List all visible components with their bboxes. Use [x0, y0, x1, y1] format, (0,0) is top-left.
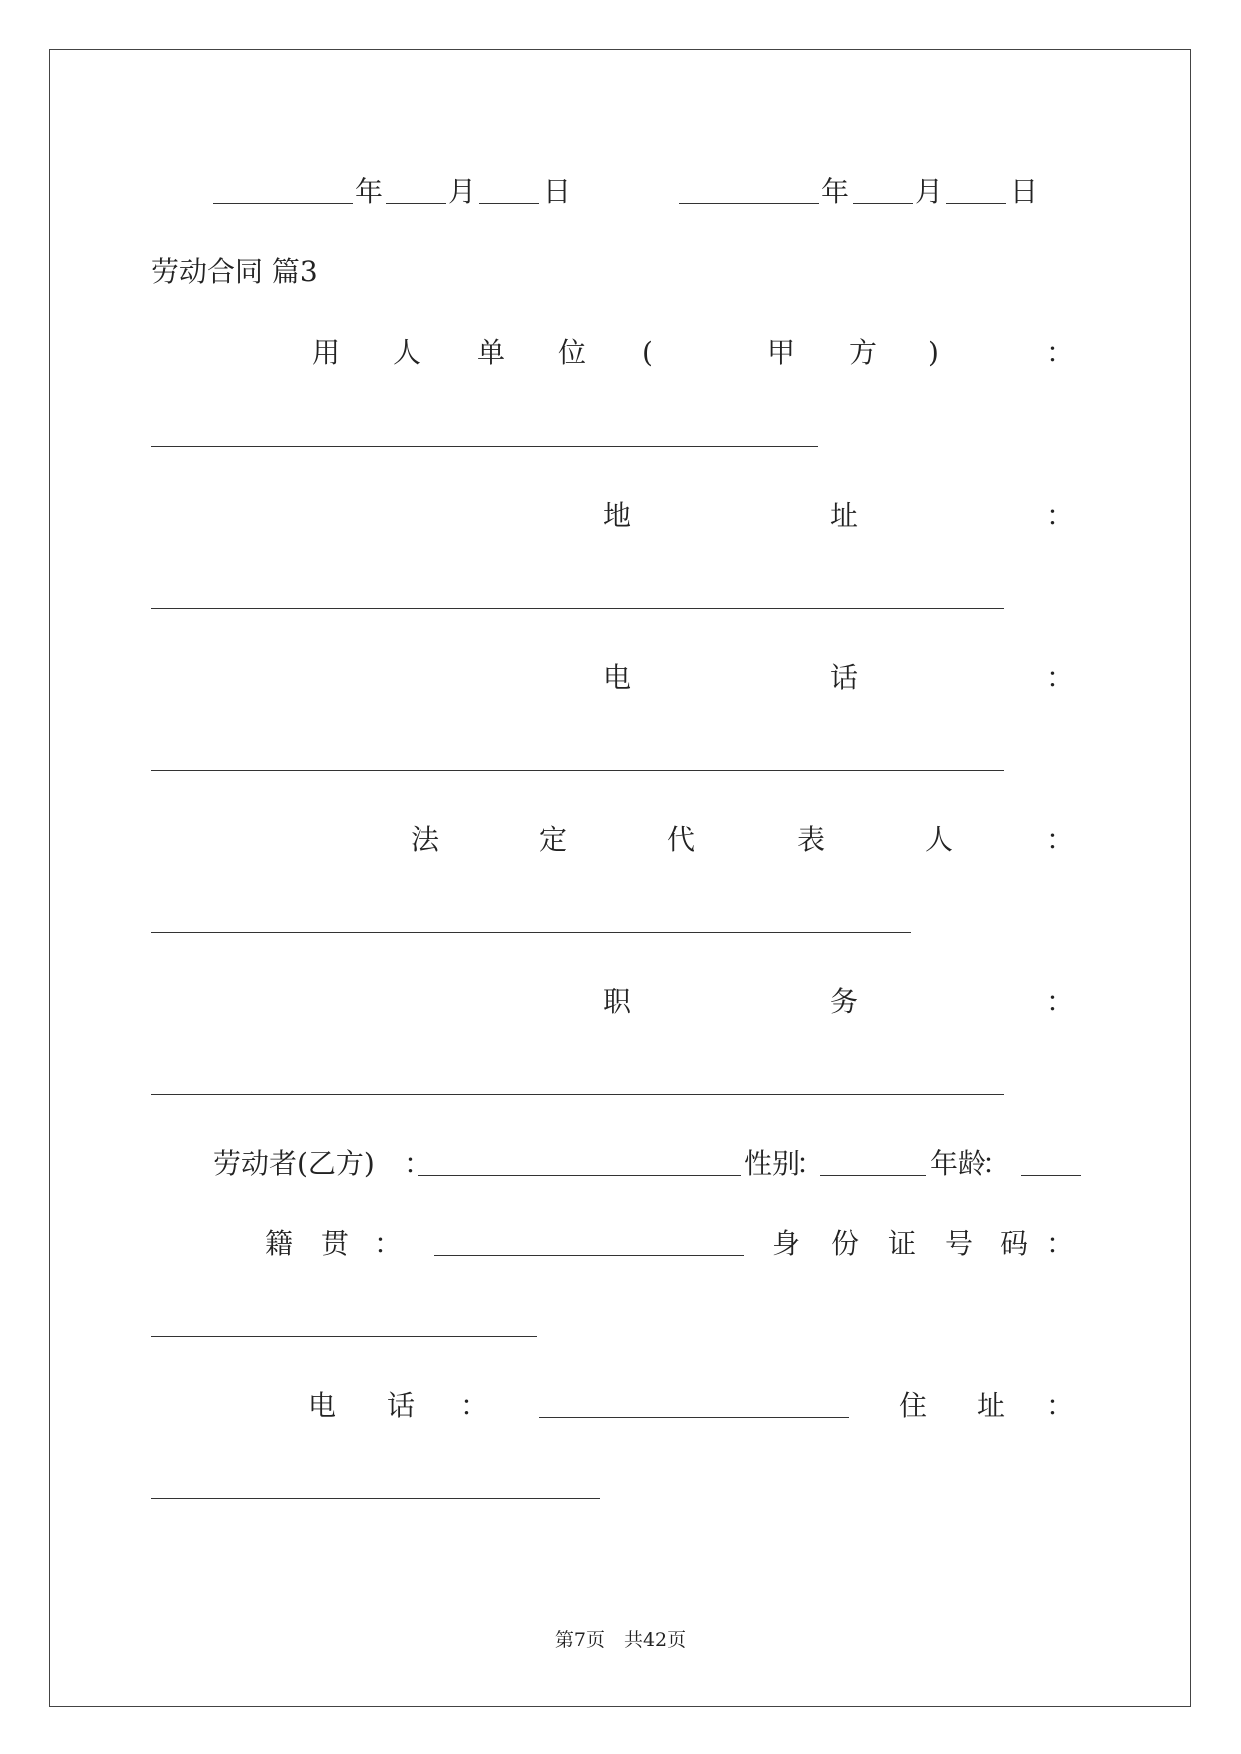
origin-label-char: 籍 [265, 1227, 294, 1260]
day-label-right: 日 [1010, 175, 1039, 208]
phone-label-char: 电 [603, 661, 632, 694]
position-label-char: 务 [830, 985, 859, 1018]
legal-rep-blank[interactable] [151, 932, 911, 933]
position-blank[interactable] [151, 1094, 1004, 1095]
day-label-left: 日 [543, 175, 572, 208]
address-label-char: 址 [830, 499, 859, 532]
legal-rep-label-char: 人 [925, 823, 954, 856]
sign-year-blank-right[interactable] [679, 203, 819, 204]
employee-label: 劳动者(乙方) [213, 1147, 375, 1180]
year-label-left: 年 [355, 175, 384, 208]
employer-label-char: 甲 [767, 336, 796, 369]
employer-label-char: 位 [558, 336, 587, 369]
colon: ： [796, 1147, 825, 1180]
employer-label-char: 方 [849, 336, 878, 369]
employer-name-blank[interactable] [151, 446, 818, 447]
legal-rep-label-char: 表 [797, 823, 826, 856]
gender-blank[interactable] [820, 1175, 926, 1176]
employee-address-blank[interactable] [151, 1498, 600, 1499]
colon: ： [460, 1389, 489, 1422]
legal-rep-label-char: 定 [539, 823, 568, 856]
colon: ： [1046, 985, 1075, 1018]
colon: ： [1046, 661, 1075, 694]
colon: ： [1046, 823, 1075, 856]
id-number-blank[interactable] [151, 1336, 537, 1337]
employee-phone-label-char: 话 [387, 1389, 416, 1422]
sign-year-blank-left[interactable] [213, 203, 353, 204]
employee-address-label-char: 住 [899, 1389, 928, 1422]
id-label-char: 证 [888, 1227, 917, 1260]
year-label-right: 年 [821, 175, 850, 208]
legal-rep-label-char: 法 [411, 823, 440, 856]
id-label-char: 份 [831, 1227, 860, 1260]
employer-label-char: 人 [393, 336, 422, 369]
employer-label-char: 单 [477, 336, 506, 369]
employee-name-blank[interactable] [418, 1175, 741, 1176]
month-label-right: 月 [915, 175, 944, 208]
colon: ： [1046, 499, 1075, 532]
age-label: 年龄 [930, 1147, 987, 1180]
sign-day-blank-right[interactable] [946, 203, 1006, 204]
page-border [49, 49, 1191, 1707]
sign-month-blank-right[interactable] [853, 203, 913, 204]
employer-label-char: ) [928, 336, 939, 369]
sign-month-blank-left[interactable] [386, 203, 446, 204]
employee-phone-label-char: 电 [308, 1389, 337, 1422]
colon: ： [1046, 1389, 1075, 1422]
employer-phone-blank[interactable] [151, 770, 1004, 771]
colon: ： [404, 1147, 433, 1180]
id-label-char: 码 [1000, 1227, 1029, 1260]
employee-address-label-char: 址 [977, 1389, 1006, 1422]
employer-label-char: 用 [312, 336, 341, 369]
id-label-char: 身 [772, 1227, 801, 1260]
position-label-char: 职 [603, 985, 632, 1018]
address-label-char: 地 [603, 499, 632, 532]
colon: ： [1046, 1227, 1075, 1260]
sign-day-blank-left[interactable] [479, 203, 539, 204]
employee-phone-blank[interactable] [539, 1417, 849, 1418]
colon: ： [374, 1227, 403, 1260]
employer-address-blank[interactable] [151, 608, 1004, 609]
colon: ： [982, 1147, 1011, 1180]
origin-blank[interactable] [434, 1255, 744, 1256]
age-blank[interactable] [1021, 1175, 1081, 1176]
gender-label: 性别 [744, 1147, 801, 1180]
legal-rep-label-char: 代 [667, 823, 696, 856]
id-label-char: 号 [945, 1227, 974, 1260]
month-label-left: 月 [448, 175, 477, 208]
phone-label-char: 话 [830, 661, 859, 694]
colon: ： [1046, 336, 1075, 369]
section-heading: 劳动合同 篇3 [151, 255, 318, 288]
employer-label-char: ( [642, 336, 653, 369]
origin-label-char: 贯 [321, 1227, 350, 1260]
page-number: 第7页 共42页 [554, 1629, 687, 1651]
